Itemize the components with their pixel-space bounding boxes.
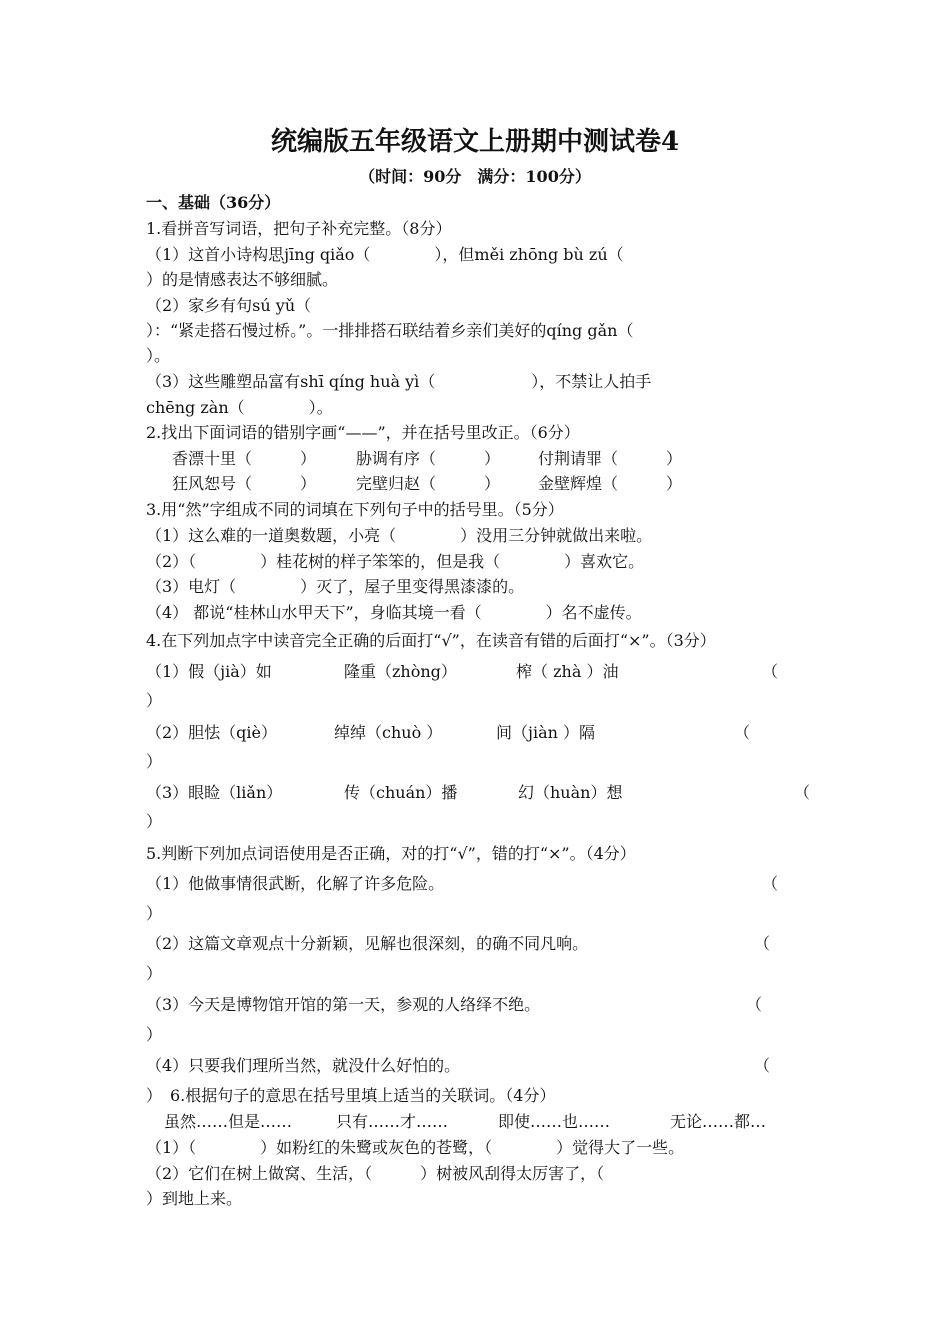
q6-option: 无论……都…	[670, 1112, 767, 1131]
q1-line-2: ）的是情感表达不够细腻。	[146, 270, 339, 289]
q4-item: （2）胆怯（qiè）	[146, 723, 278, 742]
q5-statement: （1）他做事情很武断，化解了许多危险。	[146, 874, 445, 893]
q3-line-4: （4） 都说“桂林山水甲天下”，身临其境一看（ ）名不虚传。	[146, 603, 642, 622]
q5-answer-close: ）	[146, 904, 163, 923]
q4-item: 隆重（zhòng）	[344, 662, 457, 681]
q4-answer-close: ）	[146, 752, 163, 771]
q4-answer-open: （	[734, 723, 751, 742]
q1-line-1: （1）这首小诗构思jīng qiǎo（ ），但měi zhōng bù zú（	[146, 245, 624, 264]
q5-statement: （4）只要我们理所当然，就没什么好怕的。	[146, 1056, 461, 1075]
q2-heading: 2.找出下面词语的错别字画“——”，并在括号里改正。（6分）	[146, 423, 580, 442]
q2-item: 狂风恕号（ ）	[172, 474, 317, 493]
q5-answer-open: （	[754, 934, 771, 953]
q2-item: 香漂十里（ ）	[172, 449, 317, 468]
q1-line-7: chēng zàn（ ）。	[146, 398, 333, 417]
q1-line-3: （2）家乡有句sú yǔ（	[146, 296, 312, 315]
q4-item: 幻（huàn）想	[518, 783, 623, 802]
q4-item: 绰绰（chuò ）	[334, 723, 443, 742]
q5-answer-close: ）	[146, 1025, 163, 1044]
q3-line-2: （2）（ ）桂花树的样子笨笨的，但是我（ ）喜欢它。	[146, 552, 645, 571]
q6-option: 只有……才……	[336, 1112, 449, 1131]
q5-answer-close: ）	[146, 964, 163, 983]
q5-statement: （2）这篇文章观点十分新颖，见解也很深刻，的确不同凡响。	[146, 934, 589, 953]
q2-item: 胁调有序（ ）	[356, 449, 501, 468]
q4-item: 间（jiàn ）隔	[496, 723, 596, 742]
q6-option: 即使……也……	[498, 1112, 611, 1131]
q5-statement: （3）今天是博物馆开馆的第一天，参观的人络绎不绝。	[146, 995, 541, 1014]
q4-item: （3）眼睑（liǎn）	[146, 783, 283, 802]
q1-heading: 1.看拼音写词语，把句子补充完整。（8分）	[146, 219, 452, 238]
q2-item: 完壁归赵（ ）	[356, 474, 501, 493]
q4-item: （1）假（jià）如	[146, 662, 272, 681]
q6-option: 虽然……但是……	[164, 1112, 293, 1131]
q4-answer-open: （	[794, 783, 811, 802]
section-heading-basics: 一、基础（36分）	[146, 193, 281, 212]
q1-line-6: （3）这些雕塑品富有shī qíng huà yì（ ），不禁让人拍手	[146, 372, 652, 391]
q2-item: 金壁辉煌（ ）	[538, 474, 683, 493]
page-title: 统编版五年级语文上册期中测试卷4	[270, 127, 680, 157]
q5-answer-open: （	[746, 995, 763, 1014]
q4-item: 传（chuán）播	[344, 783, 458, 802]
q6-line-2: （2）它们在树上做窝、生活，（ ）树被风刮得太厉害了，（	[146, 1164, 605, 1183]
q1-line-4: ）：“紧走搭石慢过桥。”。一排排搭石联结着乡亲们美好的qíng gǎn（	[146, 321, 634, 340]
q5-answer-open: （	[754, 1056, 771, 1075]
q4-item: 榨（ zhà ）油	[516, 662, 619, 681]
q5-heading: 5.判断下列加点词语使用是否正确，对的打“√”，错的打“×”。（4分）	[146, 844, 636, 863]
q1-line-5: ）。	[146, 346, 171, 365]
q6-line-1: （1）（ ）如粉红的朱鹭或灰色的苍鹭，（ ）觉得大了一些。	[146, 1138, 685, 1157]
q4-answer-close: ）	[146, 812, 163, 831]
q5-answer-open: （	[762, 874, 779, 893]
q3-heading: 3.用“然”字组成不同的词填在下列句子中的括号里。（5分）	[146, 500, 564, 519]
q6-heading: ） 6.根据句子的意思在括号里填上适当的关联词。（4分）	[146, 1086, 556, 1105]
q4-heading: 4.在下列加点字中读音完全正确的后面打“√”，在读音有错的后面打“×”。（3分）	[146, 631, 716, 650]
q3-line-1: （1）这么难的一道奥数题，小亮（ ）没用三分钟就做出来啦。	[146, 526, 653, 545]
q4-answer-close: ）	[146, 691, 163, 710]
q4-answer-open: （	[762, 662, 779, 681]
page-subtitle: （时间：90分 满分：100分）	[359, 167, 591, 186]
q3-line-3: （3）电灯（ ）灭了，屋子里变得黑漆漆的。	[146, 577, 525, 596]
q6-line-3: ）到地上来。	[146, 1189, 243, 1208]
q2-item: 付荆请罪（ ）	[538, 449, 683, 468]
